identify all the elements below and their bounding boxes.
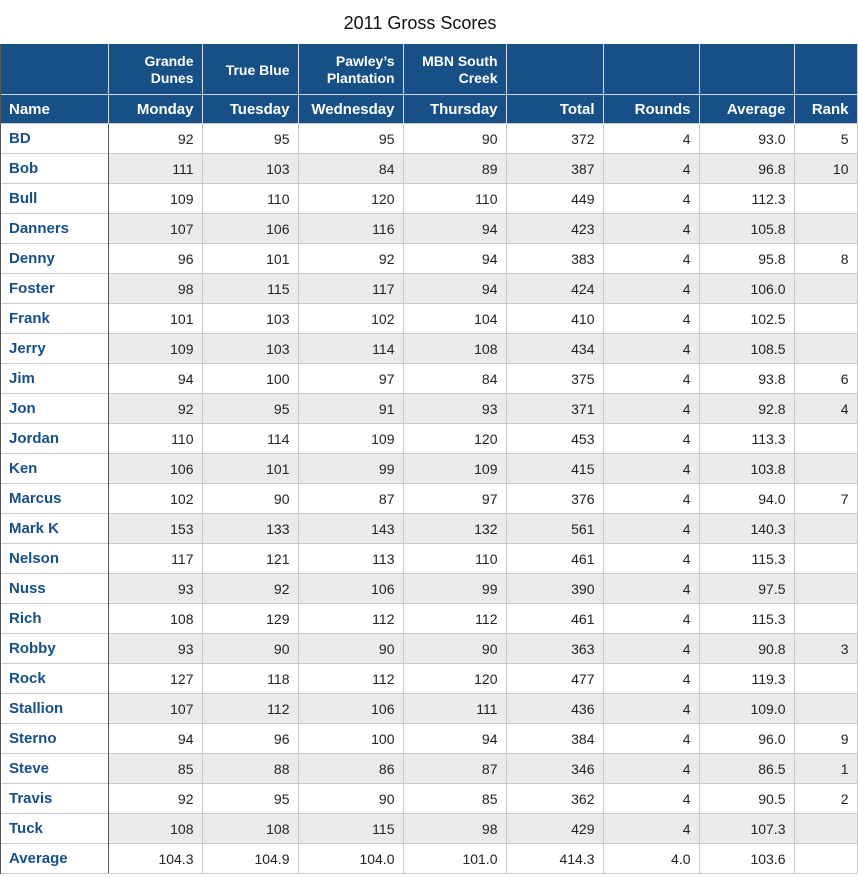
table-cell: 108 <box>108 814 202 844</box>
player-name: Mark K <box>1 514 108 544</box>
table-cell: 91 <box>298 394 403 424</box>
table-cell: 117 <box>108 544 202 574</box>
table-row <box>1 364 857 394</box>
table-cell <box>794 694 857 724</box>
table-cell: 90.8 <box>699 634 794 664</box>
table-cell <box>794 664 857 694</box>
player-name: Rich <box>1 604 108 634</box>
table-cell: 2 <box>794 784 857 814</box>
table-row <box>1 784 857 814</box>
player-name: Frank <box>1 304 108 334</box>
table-cell <box>794 604 857 634</box>
column-header-wednesday: Wednesday <box>298 95 403 124</box>
table-cell: 87 <box>298 484 403 514</box>
table-cell: 371 <box>506 394 603 424</box>
table-cell: 84 <box>298 154 403 184</box>
table-cell: 84 <box>403 364 506 394</box>
table-cell: 461 <box>506 544 603 574</box>
table-cell: 387 <box>506 154 603 184</box>
player-name: Tuck <box>1 814 108 844</box>
table-cell: 99 <box>403 574 506 604</box>
table-cell: 107 <box>108 694 202 724</box>
table-cell: 133 <box>202 514 298 544</box>
table-cell: 372 <box>506 124 603 154</box>
table-row <box>1 454 857 484</box>
table-cell: 110 <box>108 424 202 454</box>
table-cell: 121 <box>202 544 298 574</box>
table-cell: 4 <box>603 394 699 424</box>
table-cell: 106 <box>202 214 298 244</box>
table-cell: 112 <box>202 694 298 724</box>
table-cell: 93 <box>108 634 202 664</box>
table-row <box>1 694 857 724</box>
player-name: Denny <box>1 244 108 274</box>
table-cell <box>794 214 857 244</box>
table-cell: 376 <box>506 484 603 514</box>
table-row <box>1 304 857 334</box>
player-name: Nelson <box>1 544 108 574</box>
table-cell: 109 <box>403 454 506 484</box>
table-cell: 103.8 <box>699 454 794 484</box>
table-cell: 140.3 <box>699 514 794 544</box>
average-cell: 101.0 <box>403 844 506 874</box>
table-cell: 94 <box>403 244 506 274</box>
table-cell: 109 <box>108 334 202 364</box>
table-cell: 87 <box>403 754 506 784</box>
player-name: Bob <box>1 154 108 184</box>
table-cell: 153 <box>108 514 202 544</box>
table-row <box>1 424 857 454</box>
table-cell: 415 <box>506 454 603 484</box>
table-cell: 107.3 <box>699 814 794 844</box>
table-cell: 112 <box>403 604 506 634</box>
table-cell: 100 <box>298 724 403 754</box>
table-cell: 4 <box>603 424 699 454</box>
table-cell: 92 <box>298 244 403 274</box>
table-cell: 93 <box>403 394 506 424</box>
table-cell: 384 <box>506 724 603 754</box>
average-cell: 4.0 <box>603 844 699 874</box>
course-header <box>506 44 603 95</box>
table-cell: 96 <box>202 724 298 754</box>
table-cell: 1 <box>794 754 857 784</box>
scores-table-wrapper <box>0 44 857 874</box>
table-cell: 90 <box>202 484 298 514</box>
table-cell: 93.0 <box>699 124 794 154</box>
table-cell: 434 <box>506 334 603 364</box>
player-name: Jon <box>1 394 108 424</box>
table-cell: 110 <box>403 544 506 574</box>
table-cell: 92 <box>202 574 298 604</box>
player-name: Jerry <box>1 334 108 364</box>
table-cell: 346 <box>506 754 603 784</box>
table-cell: 102 <box>298 304 403 334</box>
player-name: Stallion <box>1 694 108 724</box>
table-cell <box>794 544 857 574</box>
table-cell: 100 <box>202 364 298 394</box>
table-cell: 97 <box>298 364 403 394</box>
table-cell: 90 <box>298 784 403 814</box>
table-cell: 119.3 <box>699 664 794 694</box>
table-cell: 109.0 <box>699 694 794 724</box>
table-cell: 127 <box>108 664 202 694</box>
table-cell: 115.3 <box>699 604 794 634</box>
table-cell: 106 <box>108 454 202 484</box>
table-row <box>1 394 857 424</box>
table-cell: 429 <box>506 814 603 844</box>
course-header-row <box>1 44 857 95</box>
table-row <box>1 244 857 274</box>
column-header-thursday: Thursday <box>403 95 506 124</box>
table-cell: 4 <box>603 334 699 364</box>
table-cell: 98 <box>403 814 506 844</box>
average-cell: 414.3 <box>506 844 603 874</box>
column-header-tuesday: Tuesday <box>202 95 298 124</box>
table-cell: 94 <box>108 724 202 754</box>
table-cell: 96.0 <box>699 724 794 754</box>
table-cell: 109 <box>108 184 202 214</box>
table-row <box>1 514 857 544</box>
table-cell: 90.5 <box>699 784 794 814</box>
table-cell: 112.3 <box>699 184 794 214</box>
table-cell: 97 <box>403 484 506 514</box>
table-cell: 93 <box>108 574 202 604</box>
table-cell: 92.8 <box>699 394 794 424</box>
table-cell: 3 <box>794 634 857 664</box>
player-name: Robby <box>1 634 108 664</box>
table-cell: 85 <box>108 754 202 784</box>
player-name: Marcus <box>1 484 108 514</box>
course-header: MBN South Creek <box>403 44 506 95</box>
average-cell <box>794 844 857 874</box>
player-name: Nuss <box>1 574 108 604</box>
table-cell: 98 <box>108 274 202 304</box>
page-title: 2011 Gross Scores <box>343 13 497 33</box>
player-name: Steve <box>1 754 108 784</box>
course-header: Grande Dunes <box>108 44 202 95</box>
table-cell: 129 <box>202 604 298 634</box>
player-name: BD <box>1 124 108 154</box>
scores-table <box>1 44 858 874</box>
table-cell: 95.8 <box>699 244 794 274</box>
table-cell: 4 <box>794 394 857 424</box>
table-cell: 4 <box>603 274 699 304</box>
table-cell: 4 <box>603 124 699 154</box>
table-row <box>1 214 857 244</box>
table-cell: 120 <box>298 184 403 214</box>
table-cell: 112 <box>298 604 403 634</box>
table-cell: 92 <box>108 124 202 154</box>
table-cell: 4 <box>603 634 699 664</box>
column-header-row <box>1 95 857 124</box>
table-cell: 115 <box>298 814 403 844</box>
table-cell: 106 <box>298 694 403 724</box>
table-cell: 383 <box>506 244 603 274</box>
table-cell <box>794 814 857 844</box>
table-cell: 4 <box>603 514 699 544</box>
table-cell: 5 <box>794 124 857 154</box>
table-cell: 4 <box>603 784 699 814</box>
table-cell: 95 <box>298 124 403 154</box>
player-name: Rock <box>1 664 108 694</box>
table-cell: 117 <box>298 274 403 304</box>
table-cell: 110 <box>202 184 298 214</box>
table-cell: 114 <box>298 334 403 364</box>
table-cell <box>794 454 857 484</box>
table-cell: 106.0 <box>699 274 794 304</box>
player-name: Sterno <box>1 724 108 754</box>
table-cell: 8 <box>794 244 857 274</box>
course-header: Pawley’s Plantation <box>298 44 403 95</box>
player-name: Foster <box>1 274 108 304</box>
table-cell: 4 <box>603 454 699 484</box>
table-cell: 4 <box>603 244 699 274</box>
table-footer <box>1 844 857 874</box>
table-cell: 449 <box>506 184 603 214</box>
table-cell: 94 <box>403 724 506 754</box>
player-name: Ken <box>1 454 108 484</box>
table-cell: 561 <box>506 514 603 544</box>
player-name: Bull <box>1 184 108 214</box>
table-cell: 93.8 <box>699 364 794 394</box>
table-cell: 101 <box>108 304 202 334</box>
table-cell: 106 <box>298 574 403 604</box>
table-cell: 108 <box>108 604 202 634</box>
table-header <box>1 44 857 124</box>
table-cell: 103 <box>202 154 298 184</box>
table-cell: 92 <box>108 394 202 424</box>
table-cell <box>794 514 857 544</box>
average-cell: 103.6 <box>699 844 794 874</box>
column-header-total: Total <box>506 95 603 124</box>
table-cell: 4 <box>603 664 699 694</box>
table-row <box>1 724 857 754</box>
table-cell: 112 <box>298 664 403 694</box>
course-header: True Blue <box>202 44 298 95</box>
table-cell: 86 <box>298 754 403 784</box>
player-name: Travis <box>1 784 108 814</box>
table-cell: 118 <box>202 664 298 694</box>
table-row <box>1 334 857 364</box>
table-cell: 423 <box>506 214 603 244</box>
table-row <box>1 664 857 694</box>
table-cell: 4 <box>603 694 699 724</box>
table-cell: 101 <box>202 454 298 484</box>
table-cell: 110 <box>403 184 506 214</box>
table-cell: 6 <box>794 364 857 394</box>
table-cell: 103 <box>202 304 298 334</box>
table-cell: 92 <box>108 784 202 814</box>
table-cell: 103 <box>202 334 298 364</box>
course-header <box>794 44 857 95</box>
table-cell: 120 <box>403 664 506 694</box>
table-cell: 4 <box>603 544 699 574</box>
player-name: Danners <box>1 214 108 244</box>
table-row <box>1 274 857 304</box>
table-cell <box>794 304 857 334</box>
table-cell: 102 <box>108 484 202 514</box>
table-cell: 96.8 <box>699 154 794 184</box>
table-cell <box>794 424 857 454</box>
table-cell: 105.8 <box>699 214 794 244</box>
table-cell: 424 <box>506 274 603 304</box>
table-cell: 4 <box>603 814 699 844</box>
table-cell: 453 <box>506 424 603 454</box>
player-name: Jim <box>1 364 108 394</box>
table-cell: 90 <box>298 634 403 664</box>
table-cell: 9 <box>794 724 857 754</box>
table-cell: 436 <box>506 694 603 724</box>
table-cell: 111 <box>108 154 202 184</box>
table-cell: 109 <box>298 424 403 454</box>
table-cell: 101 <box>202 244 298 274</box>
table-cell: 96 <box>108 244 202 274</box>
table-cell: 89 <box>403 154 506 184</box>
table-cell: 4 <box>603 364 699 394</box>
table-cell: 95 <box>202 124 298 154</box>
table-row <box>1 604 857 634</box>
table-body <box>1 124 857 844</box>
table-cell: 362 <box>506 784 603 814</box>
table-cell: 108.5 <box>699 334 794 364</box>
table-row <box>1 814 857 844</box>
table-cell: 390 <box>506 574 603 604</box>
table-cell: 375 <box>506 364 603 394</box>
table-cell: 114 <box>202 424 298 454</box>
table-cell: 461 <box>506 604 603 634</box>
table-cell: 94 <box>108 364 202 394</box>
table-cell: 107 <box>108 214 202 244</box>
average-row <box>1 844 857 874</box>
average-cell: 104.9 <box>202 844 298 874</box>
table-cell: 4 <box>603 154 699 184</box>
table-cell: 108 <box>403 334 506 364</box>
column-header-name: Name <box>1 95 108 124</box>
table-cell: 4 <box>603 724 699 754</box>
column-header-average: Average <box>699 95 794 124</box>
course-header <box>699 44 794 95</box>
table-cell: 85 <box>403 784 506 814</box>
table-cell: 113.3 <box>699 424 794 454</box>
table-cell: 4 <box>603 604 699 634</box>
column-header-rounds: Rounds <box>603 95 699 124</box>
table-cell: 4 <box>603 484 699 514</box>
table-cell: 99 <box>298 454 403 484</box>
table-cell: 120 <box>403 424 506 454</box>
table-cell: 4 <box>603 214 699 244</box>
table-cell: 94 <box>403 274 506 304</box>
table-cell: 90 <box>202 634 298 664</box>
table-row <box>1 634 857 664</box>
table-cell <box>794 274 857 304</box>
table-cell: 132 <box>403 514 506 544</box>
table-cell: 94 <box>403 214 506 244</box>
average-cell: 104.0 <box>298 844 403 874</box>
table-cell: 113 <box>298 544 403 574</box>
table-cell <box>794 184 857 214</box>
table-cell: 7 <box>794 484 857 514</box>
table-cell: 116 <box>298 214 403 244</box>
table-row <box>1 754 857 784</box>
table-cell: 111 <box>403 694 506 724</box>
table-row <box>1 484 857 514</box>
table-cell: 102.5 <box>699 304 794 334</box>
course-header <box>1 44 108 95</box>
table-row <box>1 154 857 184</box>
table-cell: 4 <box>603 754 699 784</box>
table-cell: 104 <box>403 304 506 334</box>
average-cell: 104.3 <box>108 844 202 874</box>
table-cell: 97.5 <box>699 574 794 604</box>
table-cell: 4 <box>603 304 699 334</box>
table-cell: 115.3 <box>699 544 794 574</box>
table-cell: 477 <box>506 664 603 694</box>
table-row <box>1 574 857 604</box>
table-row <box>1 184 857 214</box>
table-cell: 88 <box>202 754 298 784</box>
table-row <box>1 544 857 574</box>
table-cell: 90 <box>403 634 506 664</box>
table-cell: 4 <box>603 574 699 604</box>
table-cell: 86.5 <box>699 754 794 784</box>
table-row <box>1 124 857 154</box>
column-header-monday: Monday <box>108 95 202 124</box>
table-cell: 94.0 <box>699 484 794 514</box>
table-cell: 10 <box>794 154 857 184</box>
average-label: Average <box>1 844 108 874</box>
table-cell: 143 <box>298 514 403 544</box>
table-cell: 4 <box>603 184 699 214</box>
table-cell: 95 <box>202 784 298 814</box>
player-name: Jordan <box>1 424 108 454</box>
course-header <box>603 44 699 95</box>
table-cell: 115 <box>202 274 298 304</box>
table-cell: 90 <box>403 124 506 154</box>
table-cell: 95 <box>202 394 298 424</box>
column-header-rank: Rank <box>794 95 857 124</box>
table-cell: 410 <box>506 304 603 334</box>
table-cell: 108 <box>202 814 298 844</box>
table-cell: 363 <box>506 634 603 664</box>
table-cell <box>794 334 857 364</box>
table-cell <box>794 574 857 604</box>
